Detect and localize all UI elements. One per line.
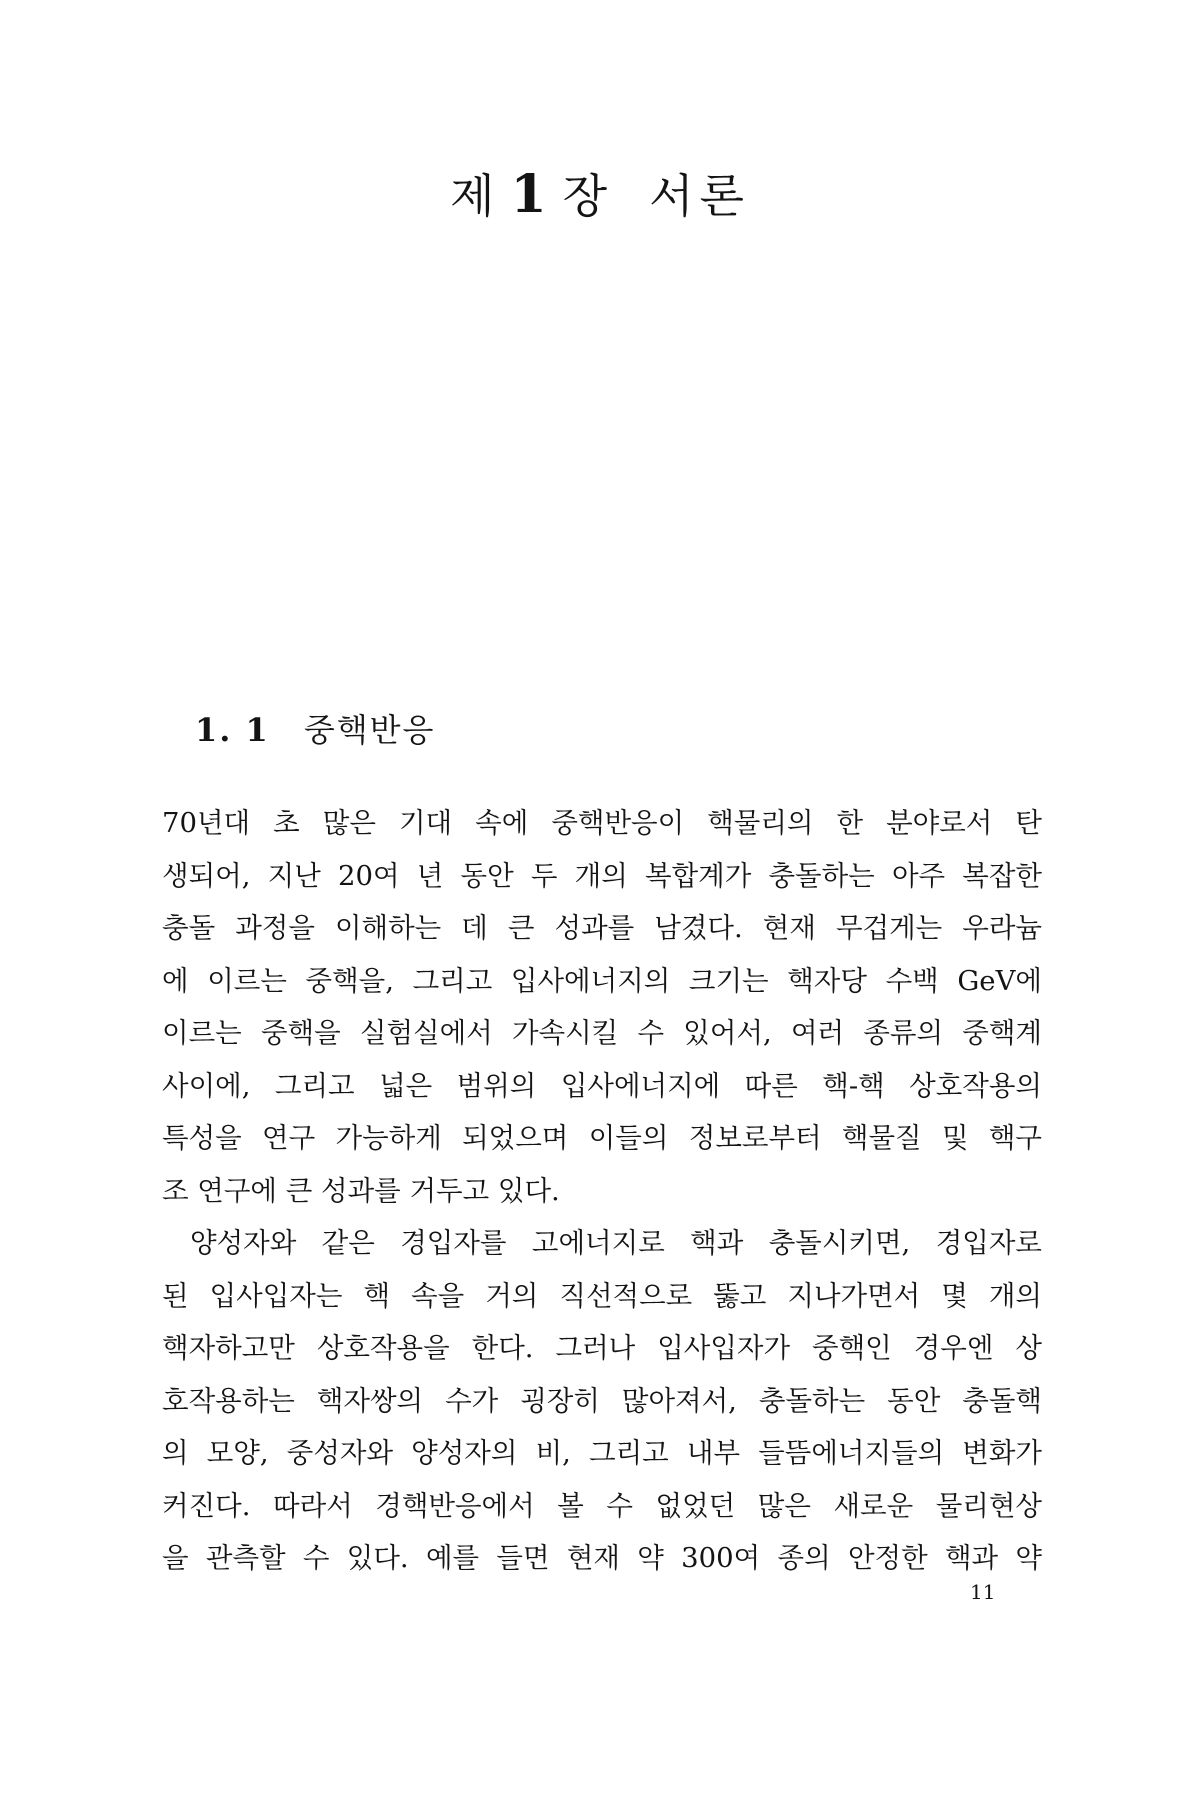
body-line: 이르는 중핵을 실험실에서 가속시킬 수 있어서, 여러 종류의 중핵계 xyxy=(162,1017,1042,1049)
body-line: 특성을 연구 가능하게 되었으며 이들의 정보로부터 핵물질 및 핵구 xyxy=(162,1122,1042,1154)
body-line: 생되어, 지난 20여 년 동안 두 개의 복합계가 충돌하는 아주 복잡한 xyxy=(162,859,1042,892)
chapter-title xyxy=(0,160,1200,226)
body-line: 70년대 초 많은 기대 속에 중핵반응이 핵물리의 한 분야로서 탄 xyxy=(162,807,1042,839)
section-number: 1. 1 xyxy=(195,711,270,749)
body-line: 을 관측할 수 있다. 예를 들면 현재 약 300여 종의 안정한 핵과 약 xyxy=(162,1542,1042,1574)
body-line: 된 입사입자는 핵 속을 거의 직선적으로 뚫고 지나가면서 몇 개의 xyxy=(162,1279,1042,1312)
body-line: 핵자하고만 상호작용을 한다. 그러나 입사입자가 중핵인 경우엔 상 xyxy=(162,1332,1042,1364)
body-line: 의 모양, 중성자와 양성자의 비, 그리고 내부 들뜸에너지들의 변화가 xyxy=(162,1437,1042,1469)
page-number: 11 xyxy=(970,1580,996,1604)
chapter-suffix: 장 xyxy=(562,169,614,223)
body-text xyxy=(162,797,1042,1585)
body-line: 커진다. 따라서 경핵반응에서 볼 수 없었던 많은 새로운 물리현상 xyxy=(162,1489,1042,1522)
chapter-prefix: 제 xyxy=(450,169,501,223)
chapter-name: 서론 xyxy=(649,169,750,223)
section-heading xyxy=(195,705,435,751)
body-line: 사이에, 그리고 넓은 범위의 입사에너지에 따른 핵-핵 상호작용의 xyxy=(162,1069,1042,1102)
chapter-number: 1 xyxy=(510,164,553,225)
body-line: 양성자와 같은 경입자를 고에너지로 핵과 충돌시키면, 경입자로 xyxy=(190,1227,1042,1259)
section-title: 중핵반응 xyxy=(303,711,436,749)
body-line: 충돌 과정을 이해하는 데 큰 성과를 남겼다. 현재 무겁게는 우라늄 xyxy=(162,912,1042,944)
body-line: 호작용하는 핵자쌍의 수가 굉장히 많아져서, 충돌하는 동안 충돌핵 xyxy=(162,1384,1042,1417)
body-line: 조 연구에 큰 성과를 거두고 있다. xyxy=(162,1174,560,1207)
body-line: 에 이르는 중핵을, 그리고 입사에너지의 크기는 핵자당 수백 GeV에 xyxy=(162,964,1042,997)
